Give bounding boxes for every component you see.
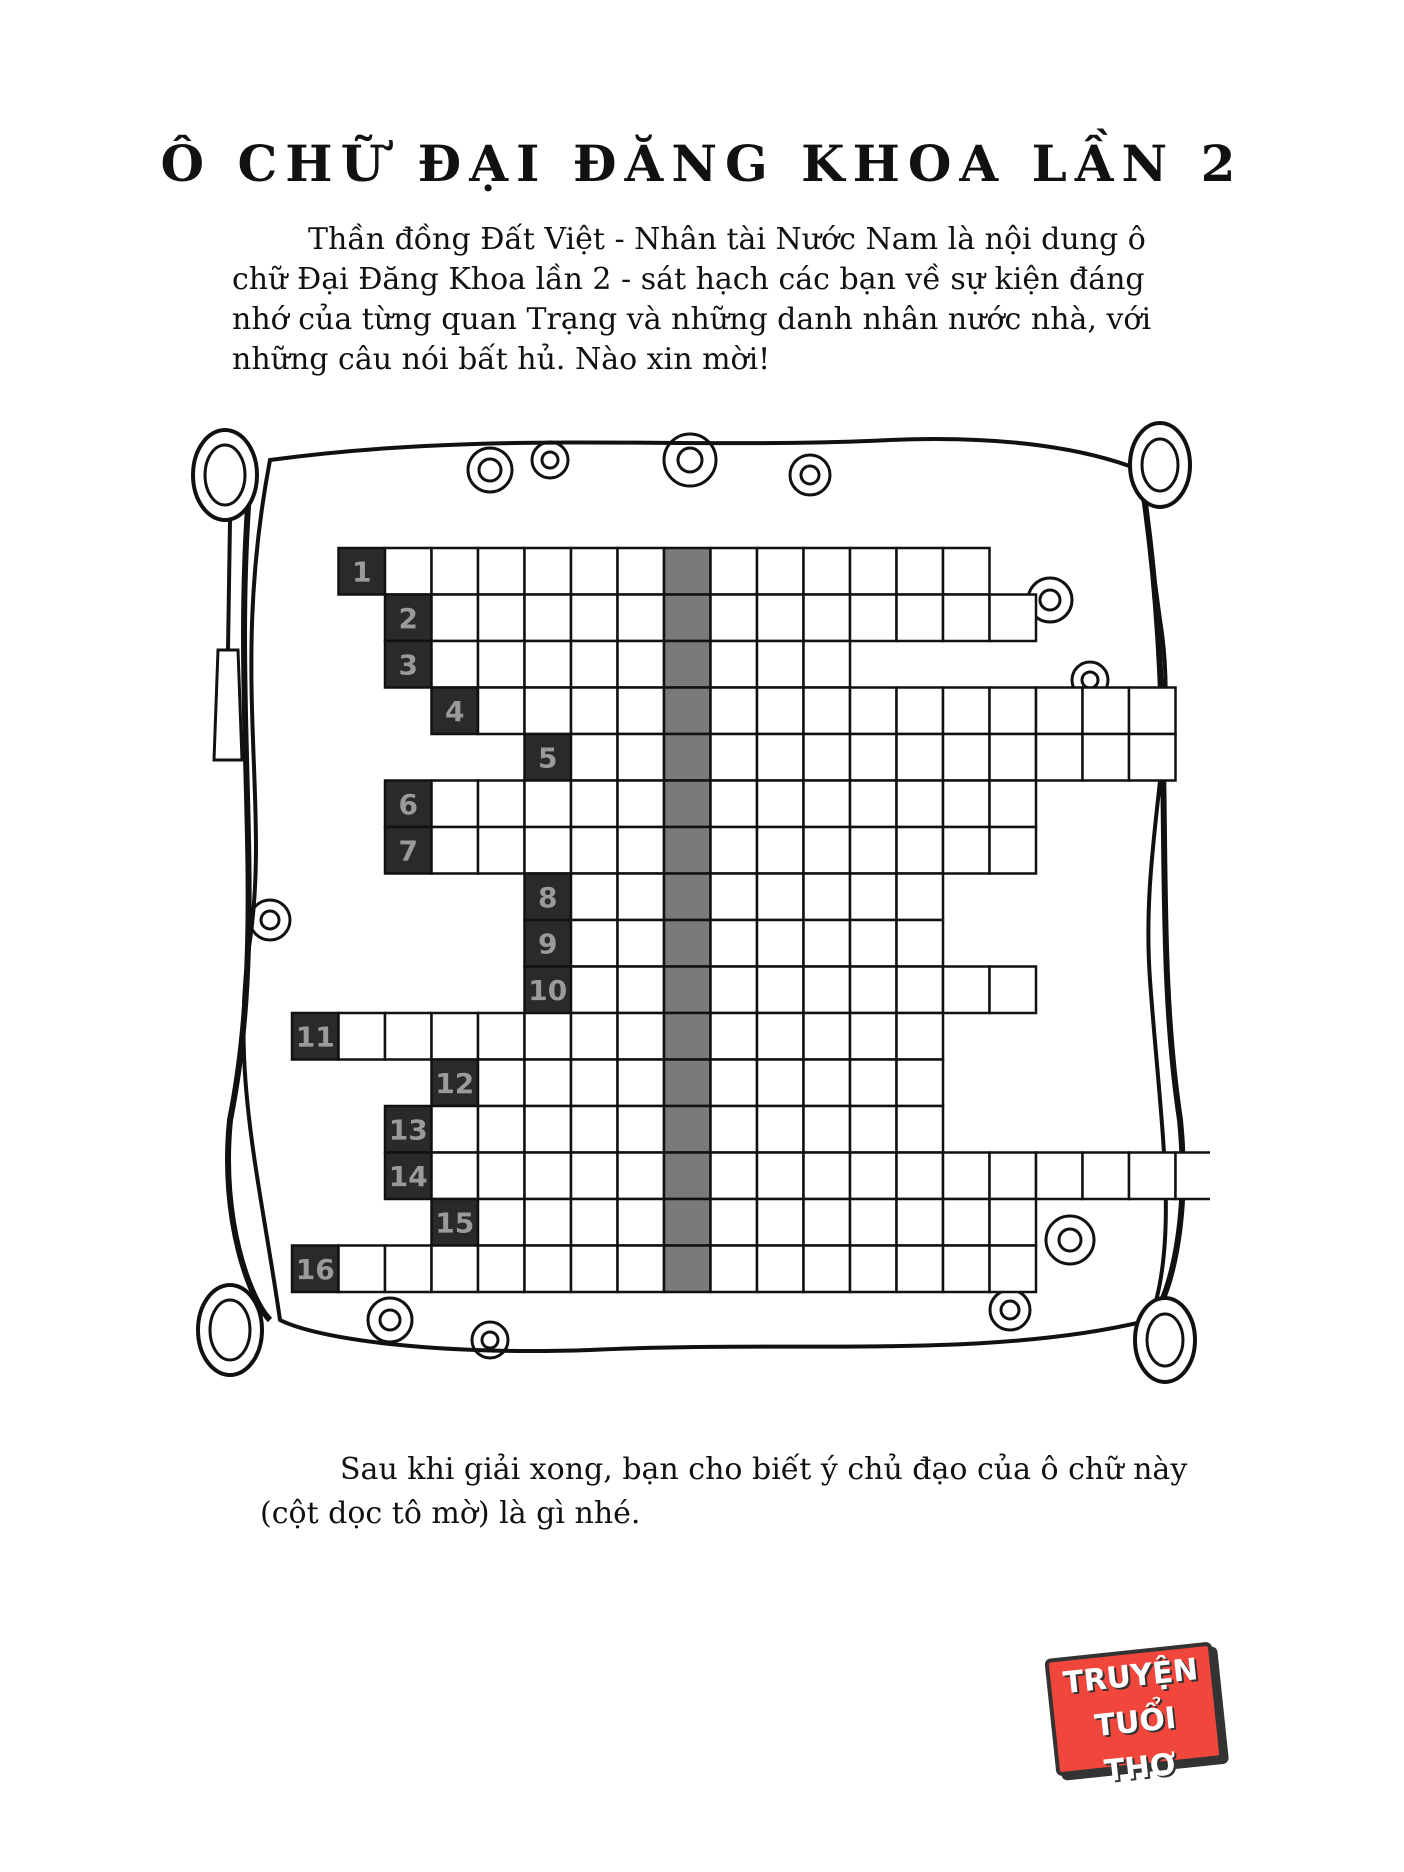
letter-cell[interactable] (757, 1153, 804, 1200)
letter-cell[interactable] (990, 1246, 1037, 1293)
letter-cell[interactable] (943, 781, 990, 828)
letter-cell[interactable] (850, 1246, 897, 1293)
key-column-cell[interactable] (664, 641, 711, 688)
key-column-cell[interactable] (664, 920, 711, 967)
letter-cell[interactable] (571, 781, 618, 828)
letter-cell[interactable] (897, 1106, 944, 1153)
scroll-knob-top-right (1130, 423, 1190, 507)
letter-cell[interactable] (478, 1106, 525, 1153)
letter-cell[interactable] (1129, 1153, 1176, 1200)
letter-cell[interactable] (804, 827, 851, 874)
letter-cell[interactable] (432, 548, 479, 595)
letter-cell[interactable] (1083, 688, 1130, 735)
letter-cell[interactable] (525, 595, 572, 642)
clue-number: 8 (538, 880, 558, 914)
letter-cell[interactable] (618, 967, 665, 1014)
letter-cell[interactable] (478, 1153, 525, 1200)
key-column-cell[interactable] (664, 688, 711, 735)
clue-number: 7 (398, 834, 418, 868)
letter-cell[interactable] (478, 781, 525, 828)
letter-cell[interactable] (618, 1199, 665, 1246)
key-column-cell[interactable] (664, 827, 711, 874)
letter-cell[interactable] (850, 967, 897, 1014)
letter-cell[interactable] (897, 1060, 944, 1107)
clue-number: 2 (398, 601, 418, 635)
letter-cell[interactable] (757, 874, 804, 921)
letter-cell[interactable] (432, 827, 479, 874)
clue-number: 14 (388, 1159, 428, 1193)
letter-cell[interactable] (478, 1246, 525, 1293)
letter-cell[interactable] (711, 688, 758, 735)
letter-cell[interactable] (850, 734, 897, 781)
letter-cell[interactable] (850, 1199, 897, 1246)
letter-cell[interactable] (618, 1153, 665, 1200)
letter-cell[interactable] (757, 1199, 804, 1246)
letter-cell[interactable] (385, 548, 432, 595)
letter-cell[interactable] (571, 1246, 618, 1293)
letter-cell[interactable] (757, 548, 804, 595)
letter-cell[interactable] (478, 827, 525, 874)
letter-cell[interactable] (571, 1153, 618, 1200)
letter-cell[interactable] (618, 1106, 665, 1153)
key-column-cell[interactable] (664, 1199, 711, 1246)
letter-cell[interactable] (897, 595, 944, 642)
letter-cell[interactable] (711, 967, 758, 1014)
letter-cell[interactable] (432, 781, 479, 828)
letter-cell[interactable] (711, 548, 758, 595)
letter-cell[interactable] (990, 827, 1037, 874)
clue-number: 3 (398, 648, 418, 682)
clue-number: 13 (388, 1113, 428, 1147)
letter-cell[interactable] (432, 595, 479, 642)
letter-cell[interactable] (757, 827, 804, 874)
outro-text: Sau khi giải xong, bạn cho biết ý chủ đạo của ô chữ này (cột dọc tô mờ) là gì nhé. (260, 1452, 1188, 1531)
clue-number: 16 (295, 1252, 335, 1286)
letter-cell[interactable] (897, 874, 944, 921)
letter-cell[interactable] (525, 781, 572, 828)
publisher-logo (1044, 1642, 1223, 1790)
letter-cell[interactable] (897, 1013, 944, 1060)
letter-cell[interactable] (990, 967, 1037, 1014)
letter-cell[interactable] (571, 920, 618, 967)
letter-cell[interactable] (757, 688, 804, 735)
intro-text: Thần đồng Đất Việt - Nhân tài Nước Nam là nội dung ô chữ Đại Đăng Khoa lần 2 - sát hạch các bạn về sự kiện đáng nhớ của từng quan Trạng và những danh nhân nước nhà, với những câu nói bất hủ. Nào xin mời! (232, 222, 1152, 377)
clue-number: 11 (295, 1020, 335, 1054)
clue-number: 12 (435, 1066, 475, 1100)
letter-cell[interactable] (897, 920, 944, 967)
letter-cell[interactable] (804, 1199, 851, 1246)
letter-cell[interactable] (897, 1199, 944, 1246)
letter-cell[interactable] (804, 1106, 851, 1153)
letter-cell[interactable] (804, 688, 851, 735)
letter-cell[interactable] (897, 1246, 944, 1293)
letter-cell[interactable] (850, 1013, 897, 1060)
letter-cell[interactable] (757, 1106, 804, 1153)
letter-cell[interactable] (525, 1246, 572, 1293)
crossword-scroll (190, 420, 1210, 1400)
letter-cell[interactable] (804, 548, 851, 595)
letter-cell[interactable] (897, 781, 944, 828)
letter-cell[interactable] (897, 734, 944, 781)
letter-cell[interactable] (478, 1199, 525, 1246)
letter-cell[interactable] (757, 967, 804, 1014)
letter-cell[interactable] (478, 1013, 525, 1060)
letter-cell[interactable] (804, 920, 851, 967)
letter-cell[interactable] (571, 548, 618, 595)
letter-cell[interactable] (571, 967, 618, 1014)
letter-cell[interactable] (804, 1246, 851, 1293)
letter-cell[interactable] (711, 734, 758, 781)
letter-cell[interactable] (571, 1013, 618, 1060)
scroll-knob-bottom-left (198, 1285, 262, 1375)
letter-cell[interactable] (571, 734, 618, 781)
letter-cell[interactable] (943, 827, 990, 874)
letter-cell[interactable] (432, 1106, 479, 1153)
letter-cell[interactable] (897, 548, 944, 595)
key-column-cell[interactable] (664, 734, 711, 781)
clue-number: 15 (435, 1206, 475, 1240)
letter-cell[interactable] (571, 595, 618, 642)
letter-cell[interactable] (618, 595, 665, 642)
letter-cell[interactable] (618, 874, 665, 921)
letter-cell[interactable] (897, 1153, 944, 1200)
scroll-knob-bottom-right (1135, 1298, 1195, 1382)
letter-cell[interactable] (1083, 734, 1130, 781)
letter-cell[interactable] (339, 1013, 386, 1060)
key-column-cell[interactable] (664, 595, 711, 642)
letter-cell[interactable] (711, 874, 758, 921)
letter-cell[interactable] (432, 1013, 479, 1060)
letter-cell[interactable] (757, 595, 804, 642)
letter-cell[interactable] (990, 1199, 1037, 1246)
letter-cell[interactable] (711, 1246, 758, 1293)
letter-cell[interactable] (478, 548, 525, 595)
letter-cell[interactable] (618, 688, 665, 735)
letter-cell[interactable] (897, 688, 944, 735)
letter-cell[interactable] (711, 1106, 758, 1153)
key-column-cell[interactable] (664, 967, 711, 1014)
letter-cell[interactable] (711, 1153, 758, 1200)
letter-cell[interactable] (432, 1153, 479, 1200)
letter-cell[interactable] (711, 1013, 758, 1060)
letter-cell[interactable] (525, 1060, 572, 1107)
letter-cell[interactable] (804, 1153, 851, 1200)
letter-cell[interactable] (943, 595, 990, 642)
letter-cell[interactable] (757, 641, 804, 688)
logo-line-2: TUỔI THƠ (1093, 1700, 1178, 1790)
key-column-cell[interactable] (664, 874, 711, 921)
letter-cell[interactable] (432, 1246, 479, 1293)
clue-number: 10 (528, 973, 568, 1007)
letter-cell[interactable] (850, 827, 897, 874)
clue-number: 6 (398, 787, 418, 821)
letter-cell[interactable] (850, 548, 897, 595)
letter-cell[interactable] (385, 1246, 432, 1293)
key-column-cell[interactable] (664, 1013, 711, 1060)
letter-cell[interactable] (571, 1199, 618, 1246)
letter-cell[interactable] (757, 1246, 804, 1293)
clue-number: 1 (352, 555, 372, 589)
letter-cell[interactable] (711, 595, 758, 642)
letter-cell[interactable] (1036, 734, 1083, 781)
key-column-cell[interactable] (664, 1153, 711, 1200)
letter-cell[interactable] (804, 641, 851, 688)
letter-cell[interactable] (1129, 734, 1176, 781)
letter-cell[interactable] (525, 548, 572, 595)
letter-cell[interactable] (850, 688, 897, 735)
key-column-cell[interactable] (664, 1060, 711, 1107)
letter-cell[interactable] (711, 1199, 758, 1246)
letter-cell[interactable] (1036, 1153, 1083, 1200)
page-title: Ô CHỮ ĐẠI ĐĂNG KHOA LẦN 2 (160, 134, 1244, 193)
letter-cell[interactable] (618, 548, 665, 595)
letter-cell[interactable] (943, 967, 990, 1014)
letter-cell[interactable] (757, 1060, 804, 1107)
letter-cell[interactable] (618, 920, 665, 967)
letter-cell[interactable] (1083, 1153, 1130, 1200)
letter-cell[interactable] (1176, 1153, 1211, 1200)
letter-cell[interactable] (850, 781, 897, 828)
letter-cell[interactable] (804, 734, 851, 781)
clue-number: 4 (445, 694, 465, 728)
letter-cell[interactable] (990, 688, 1037, 735)
letter-cell[interactable] (571, 688, 618, 735)
letter-cell[interactable] (339, 1246, 386, 1293)
letter-cell[interactable] (478, 1060, 525, 1107)
letter-cell[interactable] (757, 1013, 804, 1060)
letter-cell[interactable] (711, 827, 758, 874)
letter-cell[interactable] (618, 641, 665, 688)
letter-cell[interactable] (804, 1013, 851, 1060)
key-column-cell[interactable] (664, 781, 711, 828)
letter-cell[interactable] (571, 641, 618, 688)
letter-cell[interactable] (850, 1106, 897, 1153)
clue-number: 5 (538, 741, 558, 775)
letter-cell[interactable] (943, 734, 990, 781)
letter-cell[interactable] (990, 781, 1037, 828)
letter-cell[interactable] (990, 595, 1037, 642)
letter-cell[interactable] (618, 734, 665, 781)
letter-cell[interactable] (943, 1153, 990, 1200)
key-column-cell[interactable] (664, 1246, 711, 1293)
letter-cell[interactable] (757, 781, 804, 828)
letter-cell[interactable] (618, 781, 665, 828)
letter-cell[interactable] (1129, 688, 1176, 735)
clue-number: 9 (538, 927, 558, 961)
letter-cell[interactable] (525, 1199, 572, 1246)
letter-cell[interactable] (478, 595, 525, 642)
letter-cell[interactable] (757, 920, 804, 967)
letter-cell[interactable] (618, 1060, 665, 1107)
letter-cell[interactable] (804, 874, 851, 921)
letter-cell[interactable] (850, 1060, 897, 1107)
letter-cell[interactable] (525, 1153, 572, 1200)
letter-cell[interactable] (711, 641, 758, 688)
letter-cell[interactable] (571, 874, 618, 921)
letter-cell[interactable] (711, 781, 758, 828)
letter-cell[interactable] (478, 688, 525, 735)
letter-cell[interactable] (571, 1060, 618, 1107)
letter-cell[interactable] (804, 1060, 851, 1107)
letter-cell[interactable] (525, 1106, 572, 1153)
letter-cell[interactable] (571, 1106, 618, 1153)
intro-paragraph (232, 220, 1162, 380)
letter-cell[interactable] (757, 734, 804, 781)
letter-cell[interactable] (897, 827, 944, 874)
crossword-grid (292, 548, 1210, 1292)
letter-cell[interactable] (850, 1153, 897, 1200)
key-column-cell[interactable] (664, 548, 711, 595)
letter-cell[interactable] (850, 874, 897, 921)
letter-cell[interactable] (525, 827, 572, 874)
letter-cell[interactable] (525, 641, 572, 688)
letter-cell[interactable] (943, 548, 990, 595)
letter-cell[interactable] (804, 595, 851, 642)
letter-cell[interactable] (618, 1013, 665, 1060)
letter-cell[interactable] (804, 781, 851, 828)
letter-cell[interactable] (711, 1060, 758, 1107)
letter-cell[interactable] (943, 1246, 990, 1293)
key-column-cell[interactable] (664, 1106, 711, 1153)
letter-cell[interactable] (897, 967, 944, 1014)
letter-cell[interactable] (525, 1013, 572, 1060)
letter-cell[interactable] (711, 920, 758, 967)
letter-cell[interactable] (432, 641, 479, 688)
letter-cell[interactable] (385, 1013, 432, 1060)
outro-paragraph (260, 1448, 1190, 1536)
letter-cell[interactable] (850, 920, 897, 967)
letter-cell[interactable] (478, 641, 525, 688)
logo-line-1: TRUYỆN (1061, 1652, 1200, 1702)
letter-cell[interactable] (943, 1199, 990, 1246)
letter-cell[interactable] (571, 827, 618, 874)
letter-cell[interactable] (990, 734, 1037, 781)
letter-cell[interactable] (804, 967, 851, 1014)
letter-cell[interactable] (1036, 688, 1083, 735)
letter-cell[interactable] (850, 595, 897, 642)
letter-cell[interactable] (525, 688, 572, 735)
letter-cell[interactable] (990, 1153, 1037, 1200)
letter-cell[interactable] (618, 827, 665, 874)
letter-cell[interactable] (618, 1246, 665, 1293)
letter-cell[interactable] (943, 688, 990, 735)
